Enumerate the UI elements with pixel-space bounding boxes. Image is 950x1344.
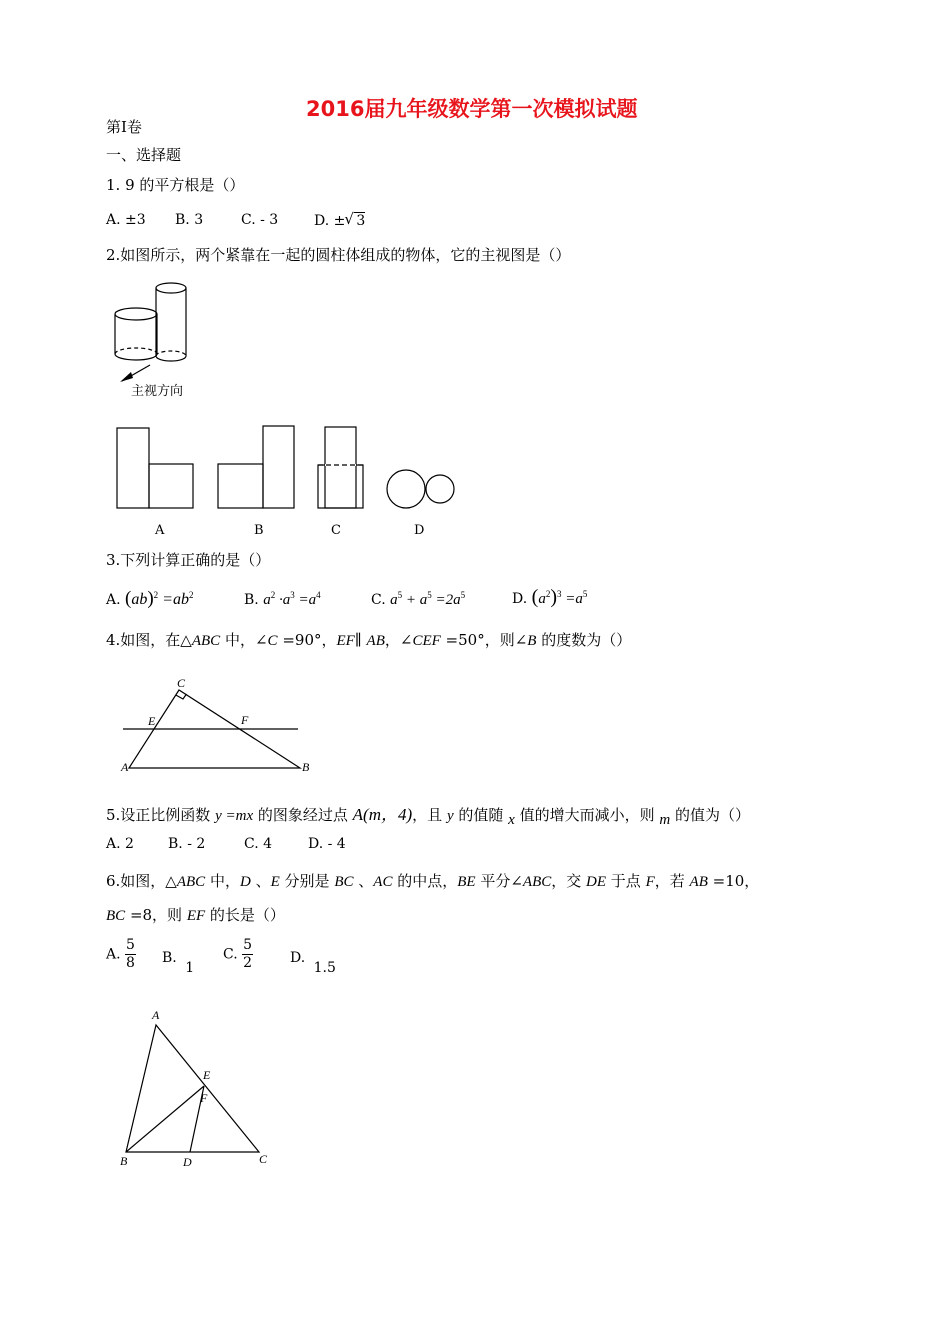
- fraction: $\frac{5}{8}$: [126, 937, 135, 971]
- q5-option-b: B. - 2: [168, 836, 206, 852]
- volume-label: 第Ⅰ卷: [106, 118, 142, 136]
- q4-stem: 4.如图，在△ABC 中，∠C =90°，EF∥ AB，∠CEF =50°，则∠B 的度数为（）: [106, 631, 632, 649]
- q6-option-d: D. 1.5: [290, 950, 336, 976]
- radical-sign: √: [344, 210, 354, 228]
- q4-point-a: A: [121, 760, 129, 774]
- q3-option-c: C. $a^5 + a^5 =2a^5$: [371, 590, 466, 608]
- q6-option-a: A. $\frac{5}{8}$: [106, 937, 135, 971]
- q6-option-c: C. $\frac{5}{2}$: [223, 937, 253, 971]
- q6-point-f: F: [200, 1091, 208, 1105]
- q2-label-d: D: [414, 523, 425, 538]
- sqrt-symbol: √ 3: [344, 210, 366, 229]
- q1-option-d: D. ± √ 3: [314, 210, 366, 229]
- q5-stem: 5.设正比例函数 y =mx 的图象经过点 A(m，4)，且 y 的值随 x 值的增大而减小，则 m 的值为（）: [106, 805, 750, 828]
- view-direction-label: 主视方向: [131, 384, 184, 399]
- q6-point-d: D: [183, 1155, 192, 1169]
- q2-label-b: B: [254, 523, 264, 538]
- q2-stem: 2.如图所示，两个紧靠在一起的圆柱体组成的物体，它的主视图是（）: [106, 246, 571, 264]
- q4-point-c: C: [177, 676, 186, 690]
- q4-point-f: F: [241, 713, 249, 727]
- q4-point-e: E: [148, 714, 156, 728]
- q6-point-e: E: [203, 1068, 211, 1082]
- q6-stem-line1: 6.如图，△ABC 中，D 、E 分别是 BC 、AC 的中点，BE 平分∠ABC，交 DE 于点 F，若 AB =10，: [106, 872, 760, 890]
- q3-option-d: D. $(a^2)^3 =a^5$: [512, 586, 588, 608]
- q6-point-c: C: [259, 1152, 268, 1166]
- q4-point-b: B: [302, 760, 310, 774]
- q3-d-expr: $(a^2)^3 =a^5$: [531, 586, 588, 608]
- q2-label-c: C: [331, 523, 341, 538]
- section-heading: 一、选择题: [106, 146, 182, 164]
- fraction: $\frac{5}{2}$: [243, 937, 253, 971]
- q1-option-c: C. - 3: [241, 212, 279, 228]
- q3-option-b: B. $a^2 \cdot a^3 =a^4$: [244, 590, 321, 608]
- q3-a-expr: $(ab)^2 =ab^2$: [125, 588, 194, 609]
- q5-option-d: D. - 4: [308, 836, 346, 852]
- q1-stem: 1. 9 的平方根是（）: [106, 176, 245, 194]
- q1-option-b: B. 3: [175, 212, 204, 228]
- q6-option-b: B. 1: [162, 950, 195, 976]
- q6-point-b: B: [120, 1154, 128, 1168]
- q6-point-a: A: [152, 1008, 160, 1022]
- q6-stem-line2: BC =8，则 EF 的长是（）: [106, 906, 285, 924]
- q3-c-expr: $a^5 + a^5 =2a^5$: [390, 590, 466, 608]
- q5-option-a: A. 2: [106, 836, 134, 852]
- q5-option-c: C. 4: [244, 836, 273, 852]
- page-title: 2016届九年级数学第一次模拟试题: [306, 97, 638, 121]
- q3-b-expr: $a^2 \cdot a^3 =a^4$: [263, 590, 321, 608]
- q1-option-a: A. ±3: [106, 212, 146, 228]
- q3-stem: 3.下列计算正确的是（）: [106, 551, 271, 569]
- q2-label-a: A: [155, 523, 165, 538]
- q3-option-a: A. $(ab)^2 =ab^2$: [106, 588, 194, 609]
